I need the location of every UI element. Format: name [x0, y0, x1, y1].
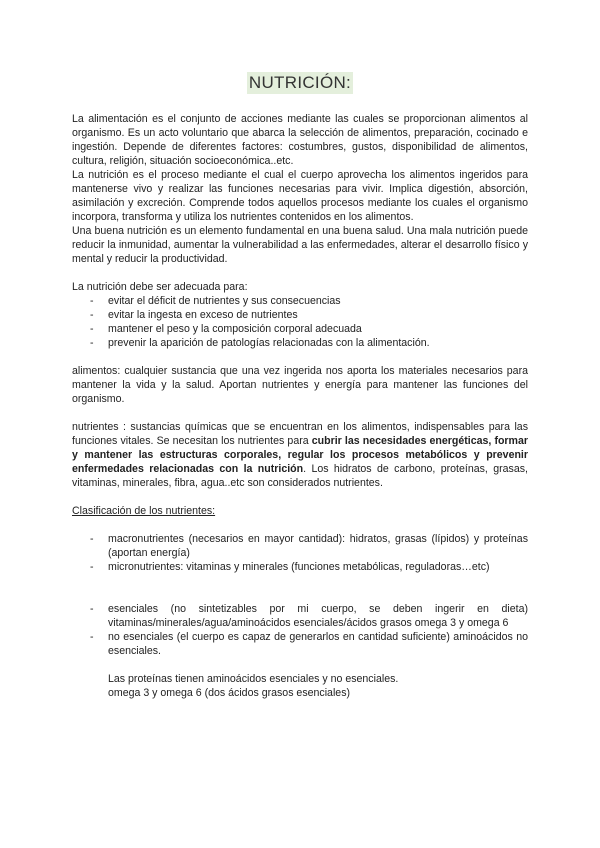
nutrientes-text: nutrientes : sustancias químicas que se encuentran en los alimentos, indispensables para las funciones vitales. Se necesitan los nutrientes para: [72, 421, 528, 447]
nutrientes-text-end: . Los hidratos de carbono, proteínas, grasas, vitaminas, minerales, fibra, agua..etc son considerados nutrientes.: [72, 463, 528, 489]
spacer: [72, 406, 528, 420]
spacer: [72, 658, 528, 672]
spacer: [72, 266, 528, 280]
list-item: - micronutrientes: vitaminas y minerales (funciones metabólicas, reguladoras…etc): [72, 560, 528, 574]
list-item: - mantener el peso y la composición corporal adecuada: [72, 322, 528, 336]
nutrientes-bold-text: cubrir las necesidades energéticas, formar y mantener las estructuras corporales, regular los procesos metabólicos y prevenir enfermedades relacionadas con la nutrición: [72, 435, 528, 475]
classification-list-2: [72, 602, 528, 658]
adequate-lead: La nutrición debe ser adecuada para:: [72, 281, 248, 293]
list-item: - evitar la ingesta en exceso de nutrientes: [72, 308, 528, 322]
classification-heading: Clasificación de los nutrientes:: [72, 505, 216, 517]
spacer: [72, 490, 528, 504]
list-item: - no esenciales (el cuerpo es capaz de generarlos en cantidad suficiente) aminoácidos no esenciales.: [72, 630, 528, 658]
note-proteins: Las proteínas tienen aminoácidos esenciales y no esenciales.: [108, 673, 399, 685]
page-title: NUTRICIÓN:: [248, 73, 352, 92]
alimentos-definition: alimentos: cualquier sustancia que una vez ingerida nos aporta los materiales necesarios para mantener la vida y la salud. Aportan nutrientes y energía para mantener las funciones del organismo.: [72, 365, 528, 405]
spacer: [72, 588, 528, 602]
list-item: - esenciales (no sintetizables por mi cuerpo, se deben ingerir en dieta) vitaminas/minerales/agua/aminoácidos esenciales/ácidos grasos omega 3 y omega 6: [72, 602, 528, 630]
classification-list-1: [72, 532, 528, 574]
document-body: [72, 112, 528, 700]
nutrientes-definition: [72, 420, 528, 490]
spacer: [72, 574, 528, 588]
list-item: - macronutrientes (necesarios en mayor cantidad): hidratos, grasas (lípidos) y proteínas (aportan energía): [72, 532, 528, 560]
list-item: - prevenir la aparición de patologías relacionadas con la alimentación.: [72, 336, 528, 350]
intro-paragraph-3: Una buena nutrición es un elemento fundamental en una buena salud. Una mala nutrición puede reducir la inmunidad, aumentar la vulnerabilidad a las enfermedades, alterar el desarrollo físico y mental y reducir la productividad.: [72, 225, 528, 265]
spacer: [72, 350, 528, 364]
title-wrap: [0, 72, 600, 94]
list-item: - evitar el déficit de nutrientes y sus consecuencias: [72, 294, 528, 308]
intro-paragraph-1: La alimentación es el conjunto de acciones mediante las cuales se proporcionan alimentos al organismo. Es un acto voluntario que abarca la selección de alimentos, preparación, cocinado e ingestión. Depende de diferentes factores: costumbres, gustos, disponibilidad de alimentos, cultura, religión, situación socioeconómica..etc.: [72, 113, 528, 167]
adequate-list: [72, 294, 528, 350]
intro-paragraph-2: La nutrición es el proceso mediante el cual el cuerpo aprovecha los alimentos ingeridos para mantenerse vivo y realizar las funciones necesarias para vivir. Implica digestión, absorción, asimilación y excreción. Comprende todos aquellos procesos mediante los cuales el organismo incorpora, transforma y utiliza los nutrientes contenidos en los alimentos.: [72, 169, 528, 223]
spacer: [72, 518, 528, 532]
note-omega: omega 3 y omega 6 (dos ácidos grasos esenciales): [108, 687, 351, 699]
